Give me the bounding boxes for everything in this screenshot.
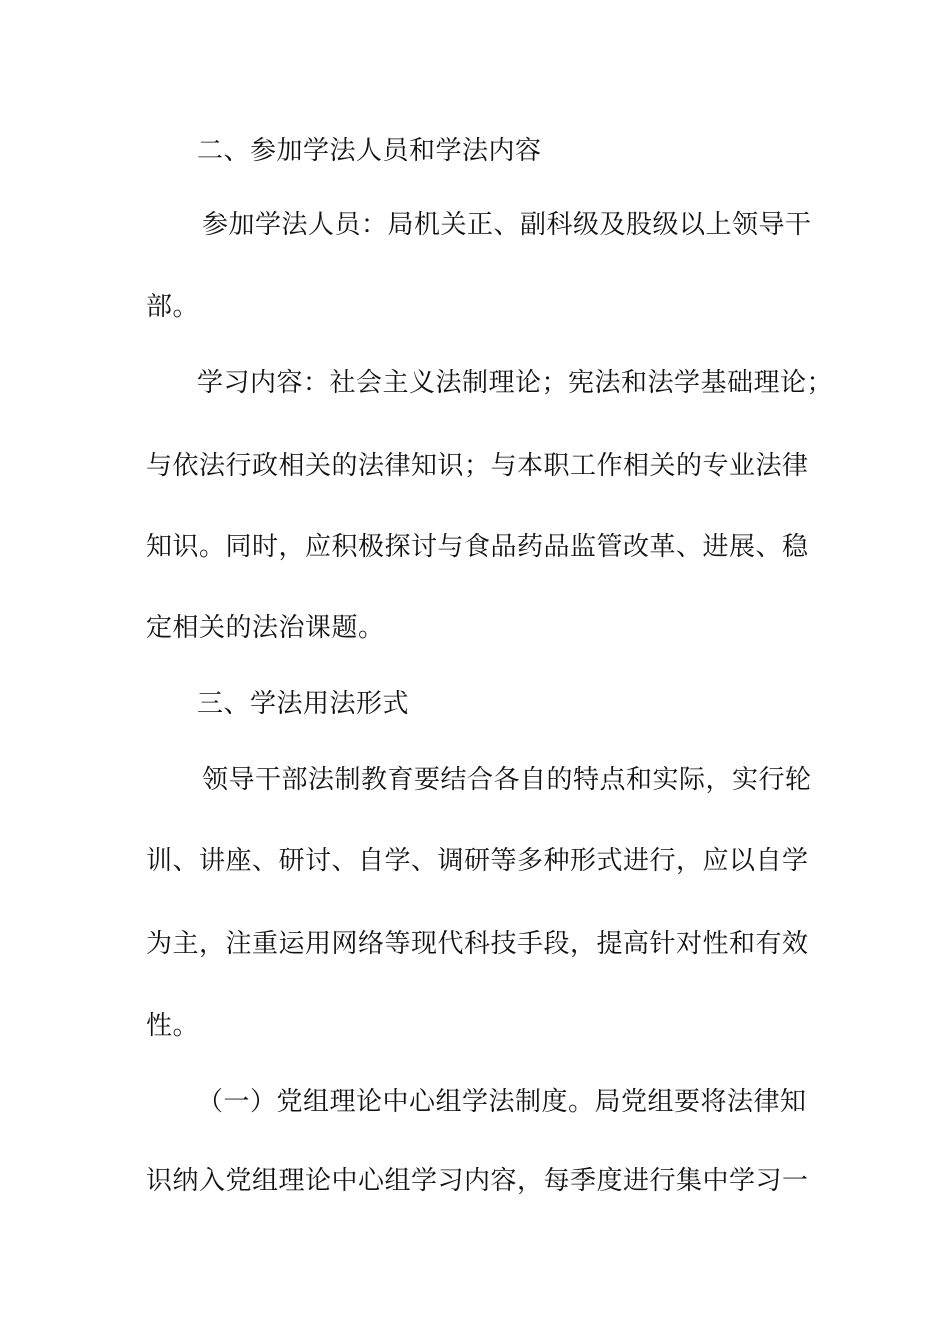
paragraph-line: 知识。同时，应积极探讨与食品药品监管改革、进展、稳 bbox=[146, 532, 809, 562]
paragraph-line: 与依法行政相关的法律知识；与本职工作相关的专业法律 bbox=[146, 451, 809, 481]
paragraph-line: 为主，注重运用网络等现代科技手段，提高针对性和有效 bbox=[146, 929, 809, 959]
paragraph-line: 参加学法人员：局机关正、副科级及股级以上领导干 bbox=[202, 210, 812, 240]
paragraph-line: 学习内容：社会主义法制理论；宪法和法学基础理论； bbox=[197, 368, 834, 398]
paragraph-line: 定相关的法治课题。 bbox=[146, 613, 385, 643]
paragraph-line: 领导干部法制教育要结合各自的特点和实际，实行轮 bbox=[202, 765, 812, 795]
paragraph-line: 训、讲座、研讨、自学、调研等多种形式进行，应以自学 bbox=[146, 846, 809, 876]
paragraph-line: 识纳入党组理论中心组学习内容，每季度进行集中学习一 bbox=[146, 1166, 809, 1196]
subsection-heading-1: （一）党组理论中心组学法制度。局党组要将法律知 bbox=[197, 1087, 807, 1117]
paragraph-line: 部。 bbox=[146, 292, 200, 322]
section-heading-3: 三、学法用法形式 bbox=[197, 689, 410, 719]
paragraph-line: 性。 bbox=[146, 1011, 200, 1041]
section-heading-2: 二、参加学法人员和学法内容 bbox=[197, 136, 542, 166]
